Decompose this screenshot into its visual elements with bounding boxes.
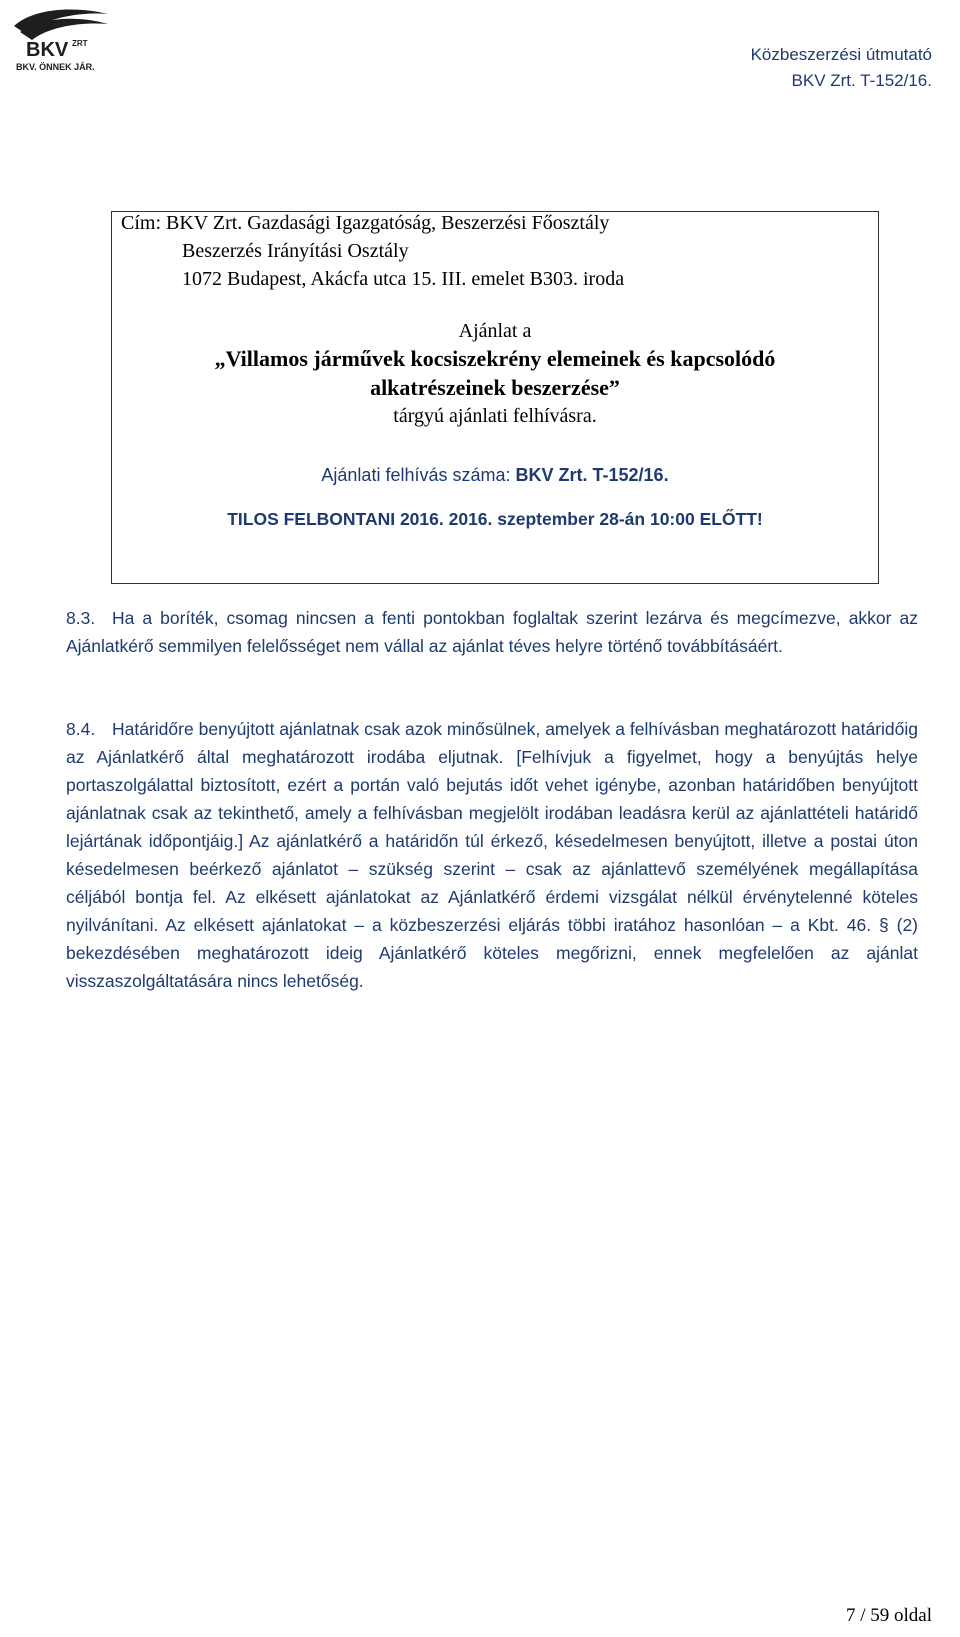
section-8-4 <box>66 715 918 995</box>
section-8-3 <box>66 604 918 660</box>
subject-suffix: tárgyú ajánlati felhívásra. <box>393 405 597 427</box>
bkv-logo <box>4 4 116 74</box>
address-line-1: Cím: BKV Zrt. Gazdasági Igazgatóság, Beszerzési Főosztály <box>121 212 610 234</box>
call-number-value: BKV Zrt. T-152/16. <box>515 465 669 485</box>
do-not-open-warning: TILOS FELBONTANI 2016. 2016. szeptember 28-án 10:00 ELŐTT! <box>227 509 763 529</box>
page-header <box>751 42 932 94</box>
address-line-3: 1072 Budapest, Akácfa utca 15. III. emelet B303. iroda <box>182 268 625 290</box>
call-number-label: Ajánlati felhívás száma: <box>321 465 511 485</box>
subject-line-1: „Villamos járművek kocsiszekrény elemeinek és kapcsolódó <box>214 346 776 371</box>
section-text: Határidőre benyújtott ajánlatnak csak azok minősülnek, amelyek a felhívásban meghatározott határidőig az Ajánlatkérő által meghatározott irodába eljutnak. [Felhívjuk a figyelmet, hogy a benyújtás helye portaszolgálattal biztosított, ezért a portán való bejutás időt vehet igénybe, azonban határidőben benyújtott ajánlatnak csak az tekinthető, amely a felhívásban megjelölt irodában leadásra kerül az ajánlattételi határidő lejártának időpontjáig.] Az ajánlatkérő a határidőn túl érkező, késedelmesen benyújtott, illetve a postai úton késedelmesen beérkező ajánlatot – szükség szerint – csak az ajánlattevő személyének megállapítása céljából bontja fel. Az elkésett ajánlatokat az Ajánlatkérő érdemi vizsgálat nélkül érvénytelenné köteles nyilvánítani. Az elkésett ajánlatokat – a közbeszerzési eljárás többi iratához hasonlóan – a Kbt. 46. § (2) bekezdésében meghatározott ideig Ajánlatkérő köteles megőrizni, ennek megfelelően az ajánlat visszaszolgáltatására nincs lehetőség. <box>66 719 918 991</box>
offer-label: Ajánlat a <box>458 320 532 342</box>
call-number <box>112 465 878 486</box>
section-number: 8.4. <box>66 719 96 739</box>
header-subtitle: BKV Zrt. T-152/16. <box>791 71 932 90</box>
header-title: Közbeszerzési útmutató <box>750 45 932 64</box>
address-line-2: Beszerzés Irányítási Osztály <box>182 240 409 262</box>
section-number: 8.3. <box>66 608 96 628</box>
logo-sup: ZRT <box>72 39 88 48</box>
section-text: Ha a boríték, csomag nincsen a fenti pontokban foglaltak szerint lezárva és megcímezve, akkor az Ajánlatkérő semmilyen felelősséget nem vállal az ajánlat téves helyre történő továbbításáért. <box>66 608 918 656</box>
logo-text: BKV <box>26 39 69 61</box>
subject-line-2: alkatrészeinek beszerzése” <box>370 375 620 400</box>
page-number: 7 / 59 oldal <box>845 1605 932 1626</box>
address-box <box>111 211 879 584</box>
logo-slogan: BKV. ÖNNEK JÁR. <box>16 62 95 72</box>
